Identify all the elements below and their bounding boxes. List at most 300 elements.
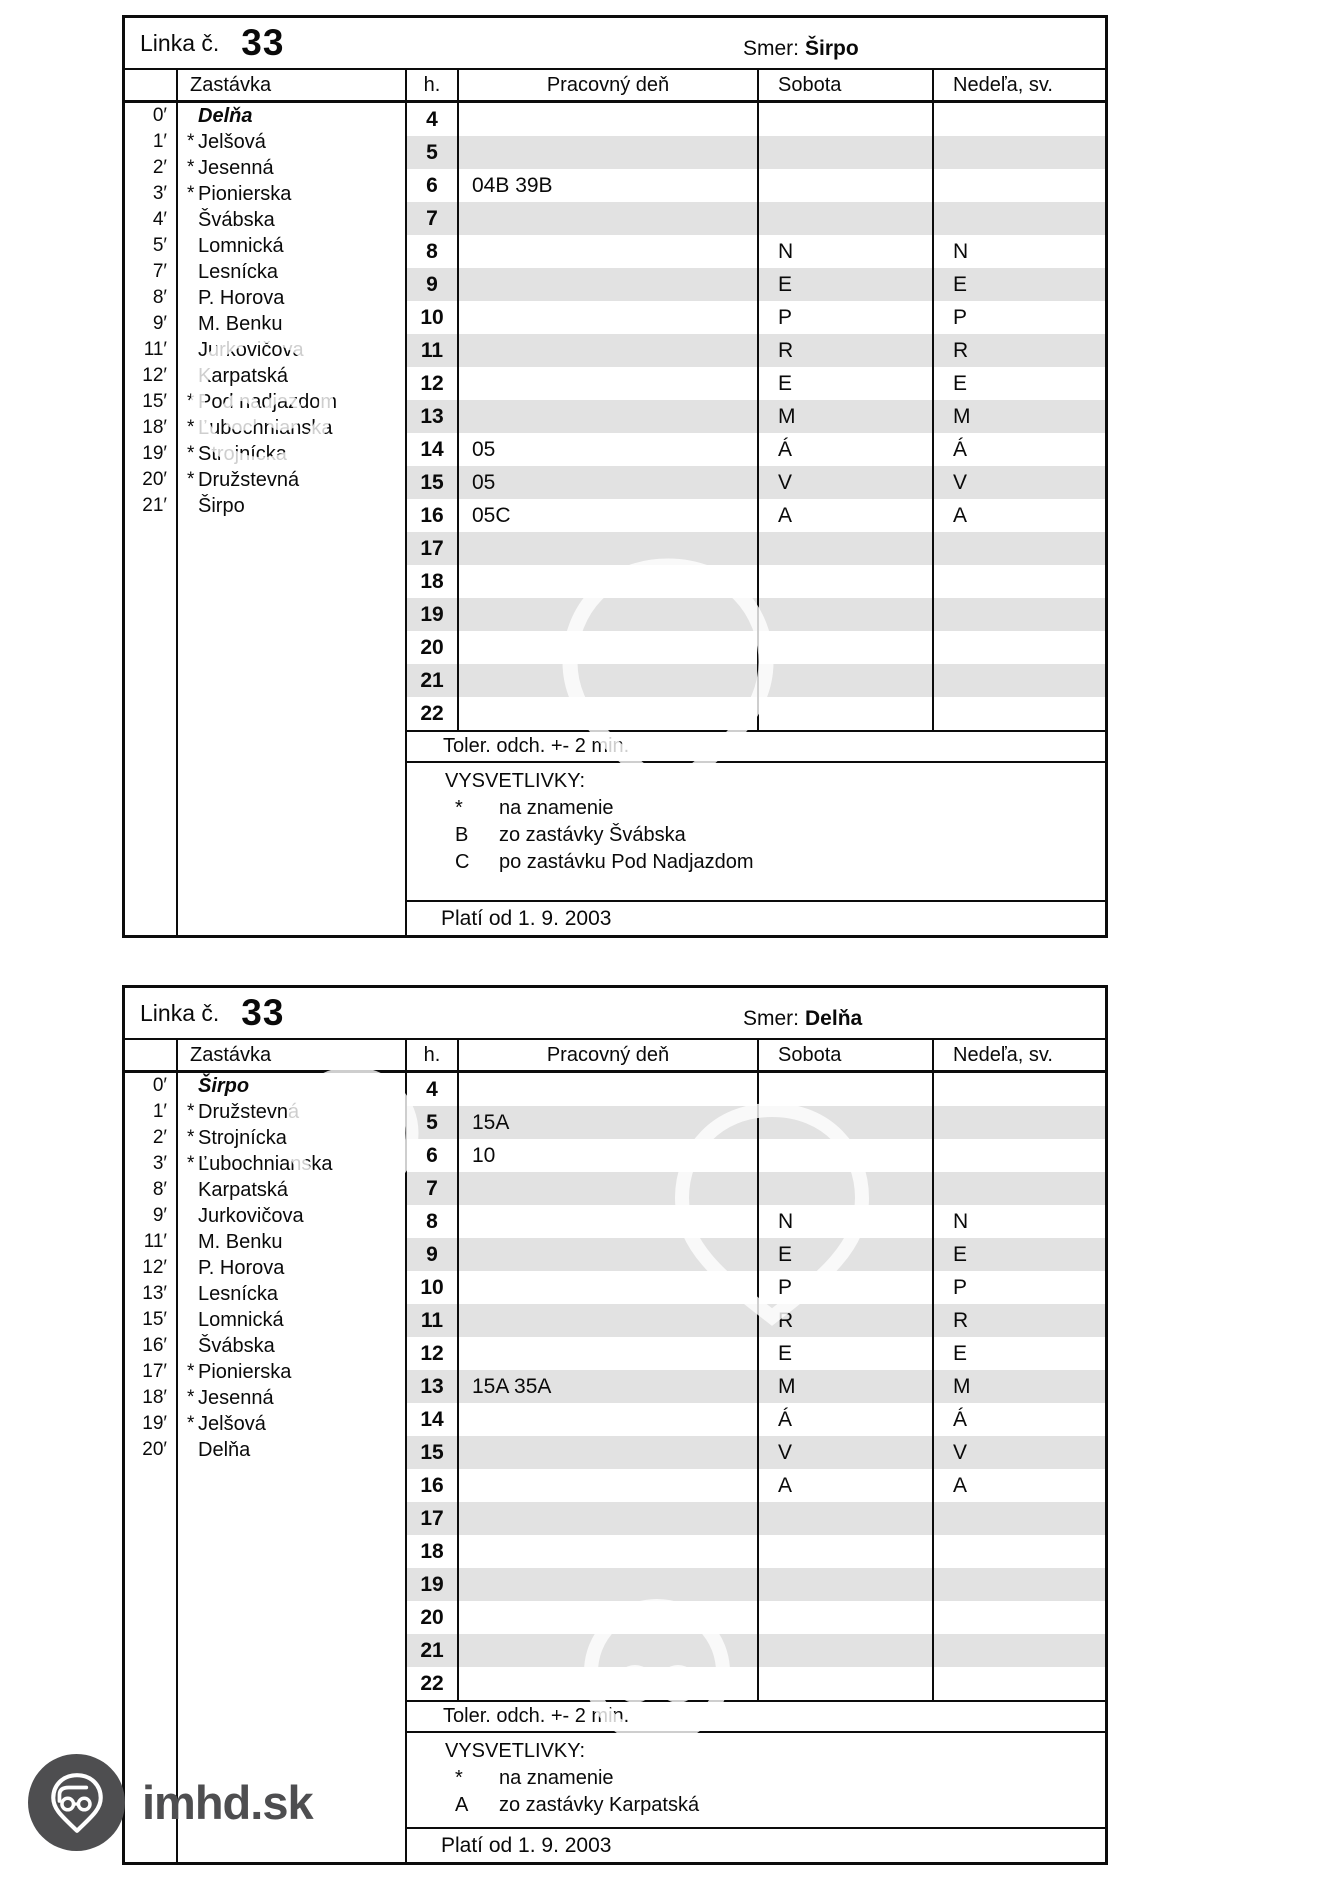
workday-departures	[459, 1073, 759, 1106]
stop-minute: 12′	[125, 363, 178, 389]
direction-value: Delňa	[805, 1007, 863, 1030]
sunday-cell: A	[953, 503, 968, 527]
hour-row	[407, 1601, 1105, 1634]
hour-label: 8	[407, 235, 459, 268]
stop-name: Lesnícka	[198, 1282, 279, 1305]
saturday-cell: V	[759, 466, 934, 499]
hour-label: 22	[407, 697, 459, 730]
legend-symbol: C	[455, 851, 470, 873]
stop-name: * Družstevná	[187, 1100, 300, 1123]
hour-row	[407, 136, 1105, 169]
sunday-cell	[934, 664, 1105, 697]
stop-minute: 20′	[125, 467, 178, 493]
stop-minute: 15′	[125, 389, 178, 415]
stop-row	[125, 1385, 405, 1411]
hour-label: 18	[407, 1535, 459, 1568]
sunday-cell: P	[953, 1275, 968, 1299]
line-label: Linka č.	[140, 999, 220, 1026]
saturday-cell: Á	[759, 433, 934, 466]
workday-departures: 15A	[459, 1106, 759, 1139]
sunday-cell: E	[953, 272, 968, 296]
stop-minute: 11′	[125, 1229, 178, 1255]
saturday-cell: N	[759, 235, 934, 268]
hour-row	[407, 103, 1105, 136]
table-body	[125, 70, 1105, 935]
workday-departures	[459, 400, 759, 433]
hour-label: 16	[407, 1469, 459, 1502]
stops-pane	[125, 1040, 407, 1862]
minutes-header-cell	[125, 1040, 178, 1070]
saturday-cell	[759, 1667, 934, 1700]
saturday-cell	[759, 1073, 934, 1106]
hour-label: 10	[407, 1271, 459, 1304]
on-request-asterisk: *	[187, 131, 195, 152]
hour-row	[407, 1469, 1105, 1502]
valid-from-note: Platí od 1. 9. 2003	[407, 900, 1105, 935]
hour-label: 13	[407, 400, 459, 433]
workday-departures	[459, 1535, 759, 1568]
sunday-cell	[934, 1106, 1105, 1139]
stop-name: Lomnická	[198, 234, 284, 257]
saturday-cell	[759, 598, 934, 631]
sunday-cell	[934, 697, 1105, 730]
on-request-asterisk: *	[187, 157, 195, 178]
workday-departures	[459, 1436, 759, 1469]
on-request-asterisk: *	[187, 1413, 195, 1434]
minutes-header-cell	[125, 70, 178, 100]
legend-symbol: *	[455, 1767, 463, 1789]
valid-from-note: Platí od 1. 9. 2003	[407, 1827, 1105, 1862]
hour-label: 10	[407, 301, 459, 334]
stop-name: Jurkovičova	[198, 338, 304, 361]
hour-row	[407, 1304, 1105, 1337]
timetable-direction-sirpo	[122, 15, 1108, 938]
workday-departures	[459, 1238, 759, 1271]
stop-minute: 0′	[125, 103, 178, 129]
hour-label: 21	[407, 664, 459, 697]
workday-departures	[459, 1469, 759, 1502]
sunday-cell	[934, 1634, 1105, 1667]
stop-name: Lesnícka	[198, 260, 279, 283]
imhd-logo-text: imhd.sk	[142, 1776, 313, 1829]
saturday-cell: V	[759, 1436, 934, 1469]
hour-row	[407, 400, 1105, 433]
sunday-cell: E	[953, 1341, 968, 1365]
saturday-cell: E	[759, 1238, 934, 1271]
legend-row	[445, 1793, 1105, 1818]
table-title-row	[125, 988, 1105, 1040]
workday-departures	[459, 235, 759, 268]
saturday-cell: A	[759, 1469, 934, 1502]
saturday-cell	[759, 1106, 934, 1139]
hour-row	[407, 1667, 1105, 1700]
saturday-cell	[759, 697, 934, 730]
stop-minute: 5′	[125, 233, 178, 259]
hour-row	[407, 1634, 1105, 1667]
saturday-cell	[759, 565, 934, 598]
workday-departures	[459, 1337, 759, 1370]
sunday-cell: R	[953, 1308, 969, 1332]
on-request-asterisk: *	[187, 417, 195, 438]
hour-row	[407, 532, 1105, 565]
stop-row	[125, 441, 405, 467]
stop-name: Švábska	[198, 1334, 275, 1357]
stop-column-header: Zastávka	[190, 1043, 272, 1066]
hour-row	[407, 301, 1105, 334]
hour-label: 5	[407, 136, 459, 169]
hour-row	[407, 1370, 1105, 1403]
sunday-cell: R	[953, 338, 969, 362]
table-title-row	[125, 18, 1105, 70]
saturday-cell	[759, 1535, 934, 1568]
on-request-asterisk: *	[187, 469, 195, 490]
sunday-cell	[934, 1139, 1105, 1172]
sunday-cell: N	[953, 1209, 969, 1233]
stop-minute: 21′	[125, 493, 178, 519]
legend-row	[445, 1766, 1105, 1791]
sunday-cell	[934, 103, 1105, 136]
sunday-cell: Á	[953, 437, 968, 461]
on-request-asterisk: *	[187, 1361, 195, 1382]
workday-departures: 15A 35A	[459, 1370, 759, 1403]
stop-name: * Strojnícka	[187, 442, 287, 465]
hour-label: 6	[407, 1139, 459, 1172]
direction-label: Smer:	[743, 37, 800, 60]
stop-row	[125, 337, 405, 363]
sunday-cell: M	[953, 1374, 971, 1398]
imhd-logo	[28, 1754, 313, 1851]
legend-title: VYSVETLIVKY:	[445, 1740, 586, 1762]
stop-row	[125, 207, 405, 233]
hour-label: 20	[407, 1601, 459, 1634]
saturday-cell: P	[759, 1271, 934, 1304]
stop-minute: 2′	[125, 155, 178, 181]
hour-column-header: h.	[407, 1040, 459, 1070]
legend-text: po zastávku Pod Nadjazdom	[499, 851, 754, 873]
hour-row	[407, 235, 1105, 268]
stop-row	[125, 1333, 405, 1359]
saturday-cell: M	[759, 400, 934, 433]
hour-label: 5	[407, 1106, 459, 1139]
workday-departures	[459, 631, 759, 664]
sunday-cell	[934, 565, 1105, 598]
hour-row	[407, 565, 1105, 598]
hour-row	[407, 202, 1105, 235]
sunday-cell: E	[953, 371, 968, 395]
stop-row	[125, 129, 405, 155]
legend-symbol: A	[455, 1794, 469, 1816]
table-body	[125, 1040, 1105, 1862]
workday-departures: 05C	[459, 499, 759, 532]
bus-pin-icon	[44, 1770, 110, 1836]
legend-block	[407, 1733, 1105, 1827]
workday-departures	[459, 1568, 759, 1601]
on-request-asterisk: *	[187, 1153, 195, 1174]
stop-minute: 19′	[125, 441, 178, 467]
saturday-cell	[759, 631, 934, 664]
hour-row	[407, 1568, 1105, 1601]
hour-row	[407, 1205, 1105, 1238]
hour-row	[407, 433, 1105, 466]
stop-row	[125, 493, 405, 519]
direction-value: Širpo	[805, 37, 859, 60]
hour-label: 17	[407, 1502, 459, 1535]
hour-label: 17	[407, 532, 459, 565]
workday-departures	[459, 136, 759, 169]
stop-name: M. Benku	[198, 312, 283, 335]
workday-departures	[459, 1172, 759, 1205]
workday-departures	[459, 1634, 759, 1667]
stop-name: * Pionierska	[187, 182, 292, 205]
hour-row	[407, 1403, 1105, 1436]
saturday-column-header: Sobota	[759, 1040, 934, 1070]
legend-title: VYSVETLIVKY:	[445, 770, 586, 792]
sunday-cell: M	[953, 404, 971, 428]
saturday-cell	[759, 664, 934, 697]
saturday-cell	[759, 1172, 934, 1205]
legend-row	[445, 796, 1105, 821]
stops-pane-filler	[125, 519, 405, 935]
saturday-cell	[759, 1139, 934, 1172]
sunday-cell	[934, 202, 1105, 235]
hour-row	[407, 1436, 1105, 1469]
direction	[743, 1007, 862, 1031]
saturday-cell	[759, 202, 934, 235]
departures-header-row	[407, 70, 1105, 103]
stop-row	[125, 259, 405, 285]
sunday-column-header: Nedeľa, sv.	[953, 1043, 1053, 1066]
stop-row	[125, 155, 405, 181]
direction	[743, 37, 859, 61]
hour-label: 7	[407, 1172, 459, 1205]
stop-row	[125, 311, 405, 337]
sunday-cell	[934, 1568, 1105, 1601]
line-label: Linka č.	[140, 29, 220, 56]
workday-departures	[459, 334, 759, 367]
stop-row	[125, 285, 405, 311]
legend-symbol: B	[455, 824, 469, 846]
legend-block	[407, 763, 1105, 900]
stop-name: Karpatská	[198, 1178, 289, 1201]
stop-minute: 17′	[125, 1359, 178, 1385]
on-request-asterisk: *	[187, 443, 195, 464]
stop-row	[125, 1099, 405, 1125]
stop-name: * Strojnícka	[187, 1126, 287, 1149]
stop-name: Delňa	[198, 1438, 251, 1461]
saturday-cell: P	[759, 301, 934, 334]
saturday-cell: Á	[759, 1403, 934, 1436]
hour-label: 8	[407, 1205, 459, 1238]
line-number: 33	[241, 22, 285, 63]
legend-text: zo zastávky Karpatská	[499, 1794, 700, 1816]
stop-minute: 20′	[125, 1437, 178, 1463]
workday-departures	[459, 598, 759, 631]
hour-row	[407, 664, 1105, 697]
stop-minute: 9′	[125, 311, 178, 337]
sunday-cell: E	[953, 1242, 968, 1266]
on-request-asterisk: *	[187, 183, 195, 204]
saturday-cell	[759, 169, 934, 202]
sunday-cell: P	[953, 305, 968, 329]
stop-name: Lomnická	[198, 1308, 284, 1331]
legend-row	[445, 823, 1105, 848]
hour-label: 15	[407, 466, 459, 499]
line-number: 33	[241, 992, 285, 1033]
hour-row	[407, 1502, 1105, 1535]
hour-label: 19	[407, 598, 459, 631]
sunday-cell	[934, 598, 1105, 631]
stop-row	[125, 389, 405, 415]
stop-row	[125, 1255, 405, 1281]
saturday-cell: R	[759, 1304, 934, 1337]
workday-column-header: Pracovný deň	[459, 70, 759, 100]
stop-name: Švábska	[198, 208, 275, 231]
hour-label: 20	[407, 631, 459, 664]
stop-row	[125, 1281, 405, 1307]
hour-label: 22	[407, 1667, 459, 1700]
on-request-asterisk: *	[187, 1101, 195, 1122]
hour-row	[407, 1535, 1105, 1568]
saturday-cell	[759, 1568, 934, 1601]
on-request-asterisk: *	[187, 1127, 195, 1148]
timetable-sheet	[122, 15, 1108, 1865]
stop-minute: 3′	[125, 181, 178, 207]
stop-minute: 8′	[125, 1177, 178, 1203]
stop-row	[125, 1359, 405, 1385]
hour-row	[407, 169, 1105, 202]
hour-column-header: h.	[407, 70, 459, 100]
stop-row	[125, 181, 405, 207]
sunday-cell	[934, 1073, 1105, 1106]
stops-header-row	[125, 1040, 405, 1073]
saturday-cell: M	[759, 1370, 934, 1403]
on-request-asterisk: *	[187, 391, 195, 412]
workday-departures	[459, 1601, 759, 1634]
stop-minute: 15′	[125, 1307, 178, 1333]
stop-name: P. Horova	[198, 286, 285, 309]
stop-name: Širpo	[198, 1074, 250, 1097]
stop-row	[125, 363, 405, 389]
saturday-cell: E	[759, 1337, 934, 1370]
hour-row	[407, 631, 1105, 664]
hour-row	[407, 1172, 1105, 1205]
stop-minute: 18′	[125, 1385, 178, 1411]
sunday-cell	[934, 136, 1105, 169]
stop-minute: 4′	[125, 207, 178, 233]
hour-label: 12	[407, 1337, 459, 1370]
stop-minute: 19′	[125, 1411, 178, 1437]
saturday-cell	[759, 103, 934, 136]
stop-row	[125, 1229, 405, 1255]
stop-name: * Pionierska	[187, 1360, 292, 1383]
departures-header-row	[407, 1040, 1105, 1073]
hour-label: 4	[407, 1073, 459, 1106]
workday-departures	[459, 301, 759, 334]
sunday-cell	[934, 1601, 1105, 1634]
hour-row	[407, 499, 1105, 532]
hour-label: 15	[407, 1436, 459, 1469]
stop-name: * Pod nadjazdom	[187, 390, 337, 413]
workday-departures	[459, 1205, 759, 1238]
hour-label: 12	[407, 367, 459, 400]
hour-label: 14	[407, 1403, 459, 1436]
hour-label: 21	[407, 1634, 459, 1667]
on-request-asterisk: *	[187, 1387, 195, 1408]
saturday-cell	[759, 532, 934, 565]
saturday-cell	[759, 1502, 934, 1535]
hour-label: 11	[407, 1304, 459, 1337]
workday-departures: 05	[459, 466, 759, 499]
stops-pane	[125, 70, 407, 935]
stop-minute: 9′	[125, 1203, 178, 1229]
hour-row	[407, 1106, 1105, 1139]
legend-symbol: *	[455, 797, 463, 819]
timetable-direction-delna	[122, 985, 1108, 1865]
stop-minute: 8′	[125, 285, 178, 311]
saturday-cell: A	[759, 499, 934, 532]
sunday-cell: N	[953, 239, 969, 263]
stop-name: Jurkovičova	[198, 1204, 304, 1227]
stop-name: * Jesenná	[187, 156, 274, 179]
hour-row	[407, 268, 1105, 301]
saturday-cell: R	[759, 334, 934, 367]
stop-row	[125, 1073, 405, 1099]
hour-row	[407, 1337, 1105, 1370]
stop-row	[125, 1411, 405, 1437]
workday-departures: 10	[459, 1139, 759, 1172]
stop-row	[125, 1125, 405, 1151]
sunday-cell	[934, 1535, 1105, 1568]
sunday-cell: V	[953, 470, 968, 494]
saturday-cell	[759, 1634, 934, 1667]
legend-row	[445, 850, 1105, 875]
hour-label: 4	[407, 103, 459, 136]
hour-row	[407, 1238, 1105, 1271]
stop-name: M. Benku	[198, 1230, 283, 1253]
hour-label: 14	[407, 433, 459, 466]
stop-minute: 13′	[125, 1281, 178, 1307]
workday-departures	[459, 1667, 759, 1700]
saturday-cell	[759, 136, 934, 169]
hour-row	[407, 334, 1105, 367]
saturday-cell: E	[759, 367, 934, 400]
stop-name: Delňa	[198, 104, 253, 127]
stop-row	[125, 467, 405, 493]
stop-name: * Jelšová	[187, 130, 266, 153]
workday-departures: 04B 39B	[459, 169, 759, 202]
stop-name: * Jelšová	[187, 1412, 266, 1435]
stop-row	[125, 1437, 405, 1463]
stop-row	[125, 233, 405, 259]
sunday-cell: Á	[953, 1407, 968, 1431]
sunday-cell	[934, 1502, 1105, 1535]
saturday-cell	[759, 1601, 934, 1634]
stop-row	[125, 103, 405, 129]
departures-pane	[407, 70, 1105, 935]
tolerance-note: Toler. odch. +- 2 min.	[407, 730, 1105, 763]
hour-label: 19	[407, 1568, 459, 1601]
workday-departures: 05	[459, 433, 759, 466]
sunday-cell	[934, 532, 1105, 565]
stop-minute: 0′	[125, 1073, 178, 1099]
stop-name: * Družstevná	[187, 468, 300, 491]
workday-departures	[459, 664, 759, 697]
sunday-cell: A	[953, 1473, 968, 1497]
workday-departures	[459, 532, 759, 565]
stop-name: Širpo	[198, 494, 245, 517]
sunday-cell	[934, 631, 1105, 664]
stop-name: * Ľubochnianska	[187, 1152, 333, 1175]
